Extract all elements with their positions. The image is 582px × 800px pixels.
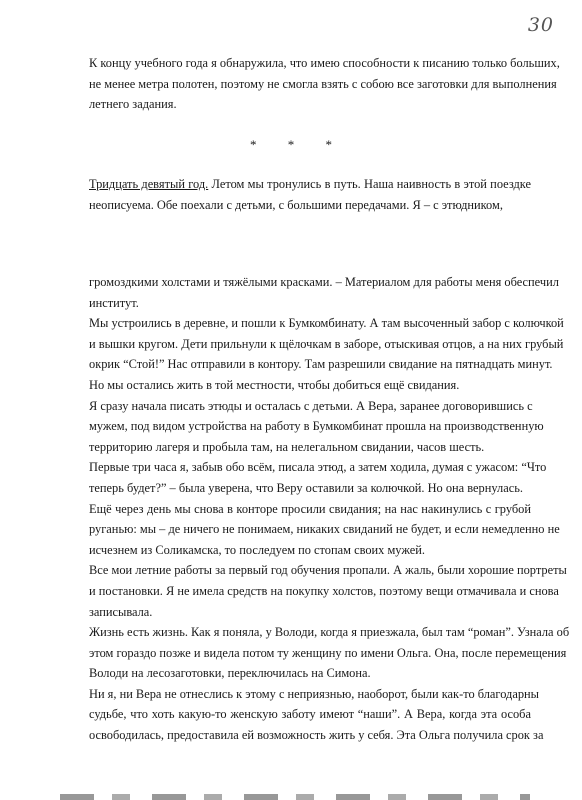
text-line: Я сразу начала писать этюды и осталась с детьми. А Вера, заранее договорившись с [89,398,533,413]
text-line [89,174,531,195]
text-line: К концу учебного года я обнаружила, что имею способности к писанию только больших, [89,56,560,70]
text-line: этом гораздо позже и видела потом ту женщину по имени Ольга. Она, после перемещения [89,645,567,660]
text-line: летнего задания. [89,97,177,112]
text-line: судьбе, что хоть какую-то женскую заботу имеют “наши”. А Вера, когда эта особа [89,707,531,722]
section-separator: * * * [250,137,346,152]
section-heading: Тридцать девятый год. [89,177,209,191]
text-line: Все мои летние работы за первый год обучения пропали. А жаль, были хорошие портреты [89,563,567,578]
text-line: не менее метра полотен, поэтому не смогла взять с собою все заготовки для выполнения [89,76,557,91]
text-line: исчезнем из Соликамска, то последуем по стопам своих мужей. [89,542,425,557]
section-year [89,174,531,215]
text-line: руганью: мы – де ничего не понимаем, никаких свиданий не будет, и если немедленно не [89,522,560,537]
text-fragment: Летом мы тронулись в путь. Наша наивность в этой поездке [208,177,532,191]
paragraph-main [89,272,570,746]
text-line: институт. [89,295,139,310]
page-number: 30 [527,14,554,36]
text-line: окрик “Стой!” Нас отправили в контору. Там разрешили свидание на пятнадцать минут. [89,357,553,372]
text-line: Мы устроились в деревне, и пошли к Бумкомбинату. А там высоченный забор с колючкой [89,316,564,331]
text-line: записывала. [89,604,153,619]
text-line: мужем, под видом устройства на работу в Бумкомбинат прошла на производственную [89,419,544,434]
text-line: теперь будет?” – была уверена, что Веру оставили за колючкой. Но она вернулась. [89,480,523,495]
text-line: Володи на лесозаготовки, переключилась на Симона. [89,666,371,681]
text-line: Ни я, ни Вера не отнеслись к этому с неприязнью, наоборот, были как-то благодарны [89,686,539,701]
text-line: неописуема. Обе поехали с детьми, с большими передачами. Я – с этюдником, [89,197,503,212]
text-line: освободилась, предоставила ей возможность жить у себя. Эта Ольга получила срок за [89,728,544,743]
text-line: и вышки кругом. Дети прильнули к щёлочкам в заборе, отыскивая отцов, а на них грубый [89,336,564,351]
text-line: Первые три часа я, забыв обо всём, писала этюд, а затем ходила, думая с ужасом: “Что [89,460,547,475]
text-line: территорию лагеря и пробыла там, на нелегальном свидании, часов шесть. [89,439,485,454]
paragraph-top [89,53,560,115]
text-line: Ещё через день мы снова в конторе просили свидания; на нас накинулись с грубой [89,501,531,516]
text-line: Но мы остались жить в той местности, чтобы добиться ещё свидания. [89,377,460,392]
text-line: и постановки. Я не имела средств на покупку холстов, поэтому вещи отмачивала и снова [89,583,559,598]
text-line: громоздкими холстами и тяжёлыми красками. – Материалом для работы меня обеспечил [89,275,559,289]
text-line: Жизнь есть жизнь. Как я поняла, у Володи, когда я приезжала, был там “роман”. Узнала об [89,625,570,640]
cut-off-text-line [60,794,530,800]
